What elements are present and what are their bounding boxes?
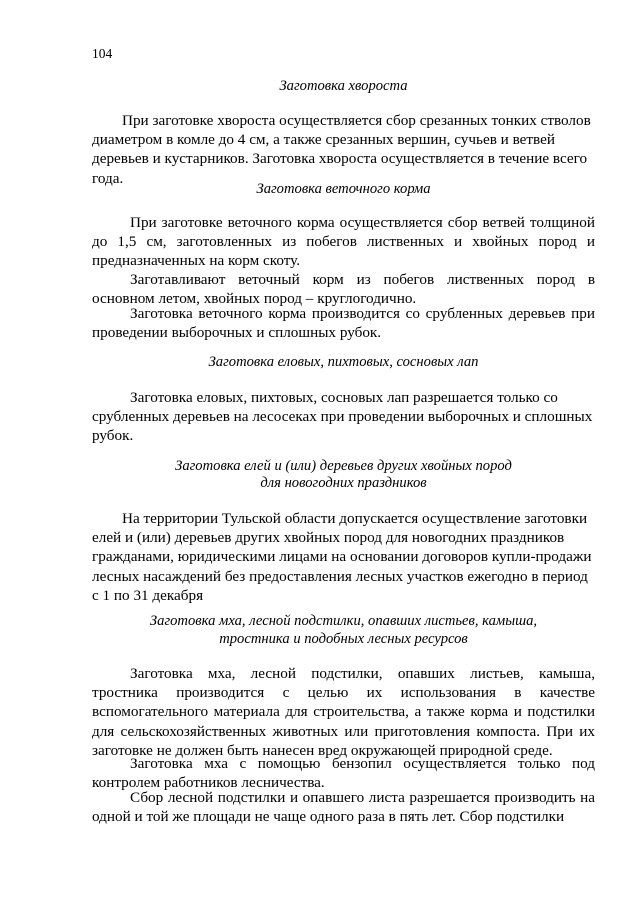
section-heading-brushwood: Заготовка хвороста bbox=[279, 78, 408, 94]
paragraph-moss-1: Заготовка мха, лесной подстилки, опавших листьев, камыша, тростника производится с целью их использования в качестве вспомогательного материала для строительства, а также корма и подстилки для сельскохозяйственных животных или приготовления компоста. При их заготовке не должен быть нанесен вред окружающей природной среде. bbox=[92, 665, 595, 759]
paragraph-christmas-trees: На территории Тульской области допускается осуществление заготовки елей и (или) деревьев других хвойных пород для новогодних праздников гражданами, юридическими лицами на основании договоров купли-продажи лесных насаждений без предоставления лесных участков ежегодно в период с 1 по 31 декабря bbox=[92, 510, 592, 604]
section-heading-twig-feed: Заготовка веточного корма bbox=[256, 181, 431, 197]
paragraph-twig-feed-3: Заготовка веточного корма производится со срубленных деревьев при проведении выборочных и сплошных рубок. bbox=[92, 305, 595, 342]
paragraph-moss-3: Сбор лесной подстилки и опавшего листа разрешается производить на одной и той же площади не чаще одного раза в пять лет. Сбор подстилки bbox=[92, 789, 595, 826]
section-heading-spruce-branches: Заготовка еловых, пихтовых, сосновых лап bbox=[208, 354, 479, 370]
section-heading-christmas-trees-line1: Заготовка елей и (или) деревьев других хвойных пород bbox=[175, 458, 512, 474]
paragraph-brushwood: При заготовке хвороста осуществляется сбор срезанных тонких стволов диаметром в комле до 4 см, а также срезанных вершин, сучьев и ветвей деревьев и кустарников. Заготовка хвороста осуществляется в течение всего года. bbox=[92, 112, 591, 187]
section-heading-moss-line1: Заготовка мха, лесной подстилки, опавших листьев, камыша, bbox=[149, 613, 538, 629]
paragraph-spruce-branches: Заготовка еловых, пихтовых, сосновых лап разрешается только со срубленных деревьев на лесосеках при проведении выборочных и сплошных рубок. bbox=[92, 389, 593, 445]
paragraph-twig-feed-2: Заготавливают веточный корм из побегов лиственных пород в основном летом, хвойных пород – круглогодично. bbox=[92, 271, 595, 308]
paragraph-moss-2: Заготовка мха с помощью бензопил осуществляется только под контролем работников лесничества. bbox=[92, 755, 595, 792]
section-heading-christmas-trees-line2: для новогодних праздников bbox=[260, 475, 427, 491]
paragraph-twig-feed-1: При заготовке веточного корма осуществляется сбор ветвей толщиной до 1,5 см, заготовленных из побегов лиственных и хвойных пород и предназначенных на корм скоту. bbox=[92, 214, 595, 270]
page-number: 104 bbox=[92, 46, 113, 61]
section-heading-moss-line2: тростника и подобных лесных ресурсов bbox=[219, 631, 468, 647]
